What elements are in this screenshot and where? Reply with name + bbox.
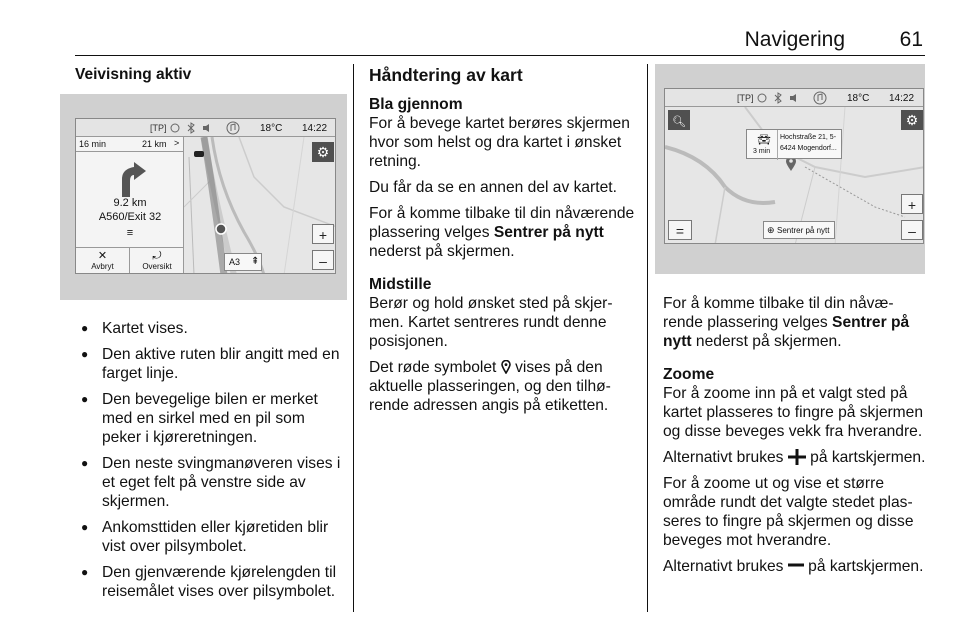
signal-icon xyxy=(170,123,180,133)
settings-button[interactable] xyxy=(901,110,923,130)
overview-button[interactable] xyxy=(130,248,184,274)
location-pin-icon xyxy=(501,360,511,374)
list-icon[interactable]: ≡ xyxy=(126,227,134,239)
gear-icon: ⚙ xyxy=(905,112,919,128)
page-number: 61 xyxy=(899,28,923,51)
status-bar xyxy=(76,119,335,137)
feature-list xyxy=(75,319,347,601)
left-column-bullets xyxy=(75,319,347,608)
clock: 14:22 xyxy=(889,93,915,104)
paragraph xyxy=(663,448,928,467)
cancel-label: Avbryt xyxy=(91,262,114,271)
screenshot-map xyxy=(655,64,925,274)
time-remaining: 16 min xyxy=(79,139,107,149)
text: Alternativt brukes xyxy=(663,558,788,575)
subheading-center: Midstille xyxy=(369,276,432,293)
maneuver-panel xyxy=(76,137,184,274)
text: på kartskjermen. xyxy=(803,558,924,575)
close-icon: ✕ xyxy=(97,250,108,262)
paragraph: For å zoome ut og vise et større område rundt det valgte stedet plasseres to fingre på skjermen og disse beveges mot hverandre. xyxy=(663,475,914,549)
distance-remaining: 21 km xyxy=(142,139,167,149)
route-icon: ⤾ xyxy=(152,250,162,262)
text: nederst på skjermen. xyxy=(691,333,842,350)
paragraph: For å bevege kartet berøres skjermen hvor som helst og dra kartet i ønsket retning. xyxy=(369,115,630,170)
page-title: Navigering xyxy=(744,28,845,51)
car-icon: 🚘︎ xyxy=(757,134,771,146)
list-item: ● Kartet vises. xyxy=(75,319,347,338)
screenshot-guidance xyxy=(60,94,347,300)
middle-column xyxy=(369,66,637,415)
volume-icon xyxy=(202,123,214,133)
eta: 3 min xyxy=(753,148,771,155)
settings-button[interactable] xyxy=(312,142,334,162)
search-button[interactable] xyxy=(668,110,690,130)
road-label: A3 xyxy=(229,257,241,267)
subheading-browse: Bla gjennom xyxy=(369,96,463,113)
column-divider-left xyxy=(353,64,354,612)
list-item: ● Den aktive ruten blir angitt med en farget linje. xyxy=(75,345,347,383)
zoom-out-button[interactable]: – xyxy=(901,220,923,240)
exit-label: A560/Exit 32 xyxy=(98,211,162,223)
text: Det røde symbolet xyxy=(369,359,501,376)
destination-card[interactable] xyxy=(746,129,842,159)
paragraph xyxy=(369,358,637,415)
plus-icon xyxy=(788,449,806,465)
music-icon xyxy=(226,121,240,135)
list-item: ● Ankomsttiden eller kjøretiden blir vist over pilsymbolet. xyxy=(75,518,347,556)
minus-icon xyxy=(788,560,804,570)
status-bar xyxy=(665,89,923,107)
tp-indicator: [TP] xyxy=(150,123,167,133)
music-icon xyxy=(813,91,827,105)
address-line-1: Hochstraße 21, 5- xyxy=(780,134,837,141)
subheading-zoom: Zoome xyxy=(663,366,715,383)
address-line-2: 6424 Mogendorf... xyxy=(780,145,837,152)
temperature: 18°C xyxy=(847,93,870,104)
column-divider-right xyxy=(647,64,648,612)
recenter-term: Sentrer på nytt xyxy=(493,224,604,241)
list-item: ● Den bevegelige bilen er merket med en sirkel med en pil som peker i kjøreretningen. xyxy=(75,390,347,447)
temperature: 18°C xyxy=(260,123,283,134)
bluetooth-icon xyxy=(187,122,195,134)
guidance-screen xyxy=(75,118,336,274)
section-title: Veivisning aktiv xyxy=(75,66,192,83)
list-item: ● Den gjenværende kjørelengden til reisemålet vises over pilsymbolet. xyxy=(75,563,347,601)
paragraph xyxy=(663,294,928,351)
text: vises på den aktuelle plasseringen, og den tilhørende adressen angis på etiketten. xyxy=(369,359,611,414)
text: nederst på skjermen. xyxy=(369,243,515,260)
nav-actions xyxy=(76,247,184,274)
overview-label: Oversikt xyxy=(142,262,172,271)
zoom-in-button[interactable]: + xyxy=(901,194,923,214)
right-column xyxy=(663,294,928,576)
paragraph: Berør og hold ønsket sted på skjermen. Kartet sentreres rundt denne posisjonen. xyxy=(369,295,613,350)
left-column-heading xyxy=(75,66,345,84)
list-item: ● Den neste svingmanøveren vises i et eget felt på venstre side av skjermen. xyxy=(75,454,347,511)
lane-icon: ⇞ xyxy=(251,256,260,267)
recenter-button[interactable] xyxy=(763,221,835,239)
text: For å komme tilbake til din nåværende plassering velges xyxy=(369,205,635,241)
zoom-in-button[interactable]: + xyxy=(312,224,334,244)
search-icon: 🔍︎ xyxy=(672,116,686,128)
volume-icon xyxy=(789,93,801,103)
target-icon: ⊕ xyxy=(767,225,775,235)
bluetooth-icon xyxy=(774,92,782,104)
signal-icon xyxy=(757,93,767,103)
chevron-right-icon[interactable]: > xyxy=(174,138,180,148)
zoom-out-button[interactable]: – xyxy=(312,250,334,270)
text: på kartskjermen. xyxy=(805,449,926,466)
paragraph xyxy=(663,557,928,576)
paragraph xyxy=(369,204,637,261)
clock: 14:22 xyxy=(302,123,328,134)
trip-info-bar xyxy=(76,137,184,152)
recenter-label: Sentrer på nytt xyxy=(777,226,830,235)
page-header xyxy=(75,28,925,56)
cancel-button[interactable] xyxy=(76,248,130,274)
road-sign xyxy=(224,253,262,271)
map-screen xyxy=(664,88,924,244)
menu-button[interactable]: = xyxy=(668,220,692,240)
paragraph: Du får da se en annen del av kartet. xyxy=(369,179,617,196)
gear-icon: ⚙ xyxy=(316,144,330,160)
text: For å komme tilbake til din nåværende plassering velges xyxy=(663,295,894,331)
recenter-term: Sentrer på nytt xyxy=(663,314,910,350)
paragraph: For å zoome inn på et valgt sted på kartet plasseres to fingre på skjermen og disse beveges vekk fra hverandre. xyxy=(663,385,924,440)
maneuver-distance: 9.2 km xyxy=(113,197,147,209)
turn-right-arrow-icon xyxy=(112,159,152,197)
section-heading: Håndtering av kart xyxy=(369,65,523,85)
text: Alternativt brukes xyxy=(663,449,788,466)
tp-indicator: [TP] xyxy=(737,93,754,103)
